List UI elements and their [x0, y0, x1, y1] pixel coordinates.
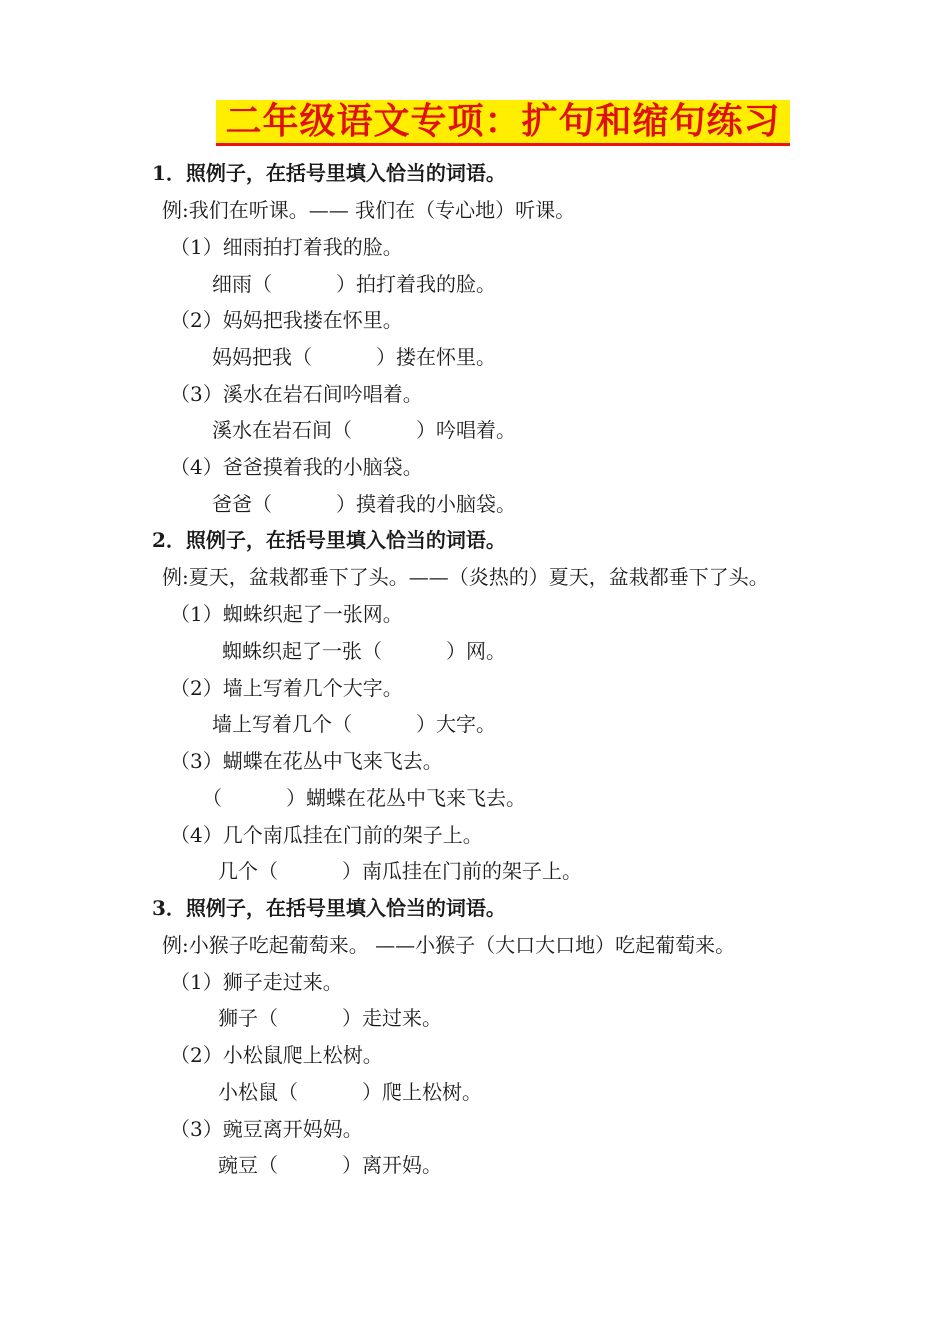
s3-item-2-fill	[218, 1077, 482, 1107]
fill-after: ）蝴蝶在花丛中飞来飞去。	[286, 786, 526, 810]
fill-before: 小松鼠（	[218, 1080, 298, 1104]
section-3-heading: 3．照例子，在括号里填入恰当的词语。	[152, 896, 506, 920]
s1-item-4-sentence: （4）爸爸摸着我的小脑袋。	[170, 455, 423, 479]
s3-item-2-sentence: （2）小松鼠爬上松树。	[170, 1043, 383, 1067]
section-2-heading: 2．照例子，在括号里填入恰当的词语。	[152, 528, 506, 552]
fill-after: ）南瓜挂在门前的架子上。	[342, 859, 582, 883]
fill-after: ）拍打着我的脸。	[336, 272, 496, 296]
fill-before: 细雨（	[212, 272, 272, 296]
fill-after: ）摸着我的小脑袋。	[336, 492, 516, 516]
fill-after: ）离开妈。	[342, 1153, 442, 1177]
fill-before: 豌豆（	[218, 1153, 278, 1177]
fill-after: ）搂在怀里。	[376, 345, 496, 369]
section-2-example: 例:夏天，盆栽都垂下了头。——（炎热的）夏天，盆栽都垂下了头。	[162, 565, 769, 589]
fill-after: ）爬上松树。	[362, 1080, 482, 1104]
s2-item-2-fill	[212, 709, 496, 739]
s2-item-1-sentence: （1）蜘蛛织起了一张网。	[170, 602, 403, 626]
fill-after: ）走过来。	[342, 1006, 442, 1030]
s1-item-2-fill	[212, 342, 496, 372]
s3-item-1-fill	[218, 1003, 442, 1033]
section-3-example: 例:小猴子吃起葡萄来。 ——小猴子（大口大口地）吃起葡萄来。	[162, 933, 736, 957]
fill-before: （	[202, 786, 222, 810]
s1-item-3-fill	[212, 415, 516, 445]
s2-item-4-fill	[218, 856, 582, 886]
title-banner	[216, 100, 790, 146]
s2-item-1-fill	[222, 636, 506, 666]
fill-before: 妈妈把我（	[212, 345, 312, 369]
fill-after: ）大字。	[416, 712, 496, 736]
fill-before: 几个（	[218, 859, 278, 883]
s1-item-4-fill	[212, 489, 516, 519]
fill-before: 蜘蛛织起了一张（	[222, 639, 382, 663]
fill-before: 溪水在岩石间（	[212, 418, 352, 442]
fill-before: 墙上写着几个（	[212, 712, 352, 736]
s2-item-4-sentence: （4）几个南瓜挂在门前的架子上。	[170, 823, 483, 847]
fill-before: 狮子（	[218, 1006, 278, 1030]
section-1-example: 例:我们在听课。—— 我们在（专心地）听课。	[162, 198, 576, 222]
s3-item-3-fill	[218, 1150, 442, 1180]
s1-item-2-sentence: （2）妈妈把我搂在怀里。	[170, 308, 403, 332]
fill-after: ）网。	[446, 639, 506, 663]
fill-after: ）吟唱着。	[416, 418, 516, 442]
s1-item-1-sentence: （1）细雨拍打着我的脸。	[170, 235, 403, 259]
section-1-heading: 1．照例子，在括号里填入恰当的词语。	[152, 161, 506, 185]
page-title: 二年级语文专项：扩句和缩句练习	[225, 101, 781, 142]
s1-item-1-fill	[212, 269, 496, 299]
s2-item-2-sentence: （2）墙上写着几个大字。	[170, 676, 403, 700]
s3-item-3-sentence: （3）豌豆离开妈妈。	[170, 1117, 363, 1141]
s2-item-3-sentence: （3）蝴蝶在花丛中飞来飞去。	[170, 749, 443, 773]
s2-item-3-fill	[202, 783, 526, 813]
s1-item-3-sentence: （3）溪水在岩石间吟唱着。	[170, 382, 423, 406]
fill-before: 爸爸（	[212, 492, 272, 516]
s3-item-1-sentence: （1）狮子走过来。	[170, 970, 343, 994]
